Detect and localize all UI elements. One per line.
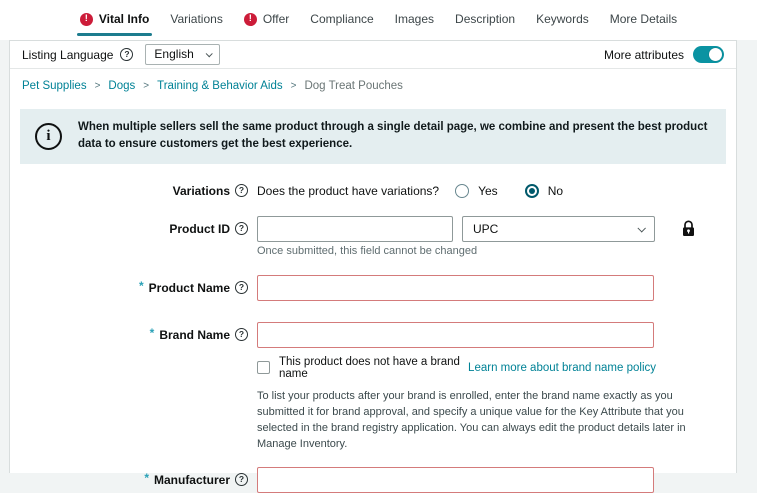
breadcrumb-link[interactable]: Pet Supplies bbox=[22, 80, 87, 92]
variations-row bbox=[10, 182, 736, 200]
product-name-row bbox=[10, 275, 736, 301]
help-icon[interactable]: ? bbox=[235, 328, 248, 341]
brand-name-input[interactable] bbox=[257, 322, 654, 348]
tab-variations[interactable] bbox=[169, 4, 223, 34]
product-id-label: Product ID bbox=[169, 221, 230, 236]
radio-no-label[interactable]: No bbox=[547, 183, 564, 198]
tab-more-details[interactable] bbox=[609, 4, 678, 34]
tab-label: More Details bbox=[609, 12, 678, 26]
product-id-row bbox=[10, 216, 736, 257]
language-select[interactable] bbox=[145, 44, 219, 65]
tab-keywords[interactable] bbox=[535, 4, 590, 34]
toggle-knob bbox=[709, 48, 722, 61]
info-banner bbox=[20, 109, 726, 164]
breadcrumb-current: Dog Treat Pouches bbox=[304, 80, 403, 92]
variations-yes-option[interactable] bbox=[455, 184, 498, 198]
variations-label: Variations bbox=[172, 183, 230, 198]
breadcrumb-separator: > bbox=[94, 80, 101, 91]
no-brand-checkbox-label[interactable]: This product does not have a brand name bbox=[279, 355, 460, 380]
help-icon[interactable]: ? bbox=[235, 222, 248, 235]
manufacturer-label: Manufacturer bbox=[153, 472, 230, 487]
product-id-type-value: UPC bbox=[473, 221, 499, 236]
chevron-down-icon bbox=[205, 50, 212, 57]
product-id-label-cell bbox=[10, 216, 257, 242]
manufacturer-row bbox=[10, 467, 736, 493]
manufacturer-label-cell bbox=[10, 467, 257, 493]
breadcrumb-link[interactable]: Training & Behavior Aids bbox=[157, 80, 283, 92]
breadcrumb bbox=[10, 69, 736, 104]
more-attributes bbox=[604, 46, 724, 63]
no-brand-checkbox[interactable] bbox=[257, 361, 270, 374]
variations-no-option[interactable] bbox=[525, 184, 563, 198]
manufacturer-input[interactable] bbox=[257, 467, 654, 493]
brand-name-label: Brand Name bbox=[159, 327, 230, 342]
tab-label: Vital Info bbox=[98, 12, 150, 26]
listing-language-label: Listing Language bbox=[22, 47, 114, 62]
help-icon[interactable]: ? bbox=[235, 281, 248, 294]
tab-label: Description bbox=[455, 12, 516, 26]
lock-icon bbox=[681, 220, 696, 237]
tab-label: Offer bbox=[262, 12, 290, 26]
radio-yes[interactable] bbox=[455, 184, 469, 198]
error-icon: ! bbox=[80, 13, 93, 26]
brand-name-note: To list your products after your brand is enrolled, enter the brand name exactly as you submitted it for brand approval, and specify a unique value for the Key Attribute that you selected in the brand registry application. You can always edit the product details later in Manage Inventory. bbox=[257, 389, 686, 451]
breadcrumb-link[interactable]: Dogs bbox=[108, 80, 136, 92]
brand-name-row bbox=[10, 322, 736, 453]
tab-label: Variations bbox=[170, 12, 223, 26]
tab-bar bbox=[0, 0, 757, 40]
tab-vital-info[interactable] bbox=[79, 4, 150, 34]
tab-description[interactable] bbox=[454, 4, 516, 34]
product-name-label: Product Name bbox=[148, 280, 230, 295]
brand-policy-link[interactable]: Learn more about brand name policy bbox=[468, 361, 656, 374]
breadcrumb-separator: > bbox=[290, 80, 297, 91]
help-icon[interactable]: ? bbox=[235, 184, 248, 197]
radio-yes-label[interactable]: Yes bbox=[478, 183, 498, 198]
required-marker: * bbox=[149, 325, 155, 340]
help-icon[interactable]: ? bbox=[235, 473, 248, 486]
language-value: English bbox=[154, 47, 194, 61]
help-icon[interactable]: ? bbox=[120, 48, 133, 61]
product-id-type-select[interactable] bbox=[462, 216, 655, 242]
chevron-down-icon bbox=[637, 224, 645, 232]
no-brand-row bbox=[257, 356, 656, 380]
tab-label: Keywords bbox=[536, 12, 589, 26]
tab-label: Compliance bbox=[310, 12, 374, 26]
product-id-helper: Once submitted, this field cannot be changed bbox=[257, 244, 478, 257]
info-banner-text: When multiple sellers sell the same product through a single detail page, we combine and present the best product data to ensure customers get the best experience. bbox=[78, 121, 708, 151]
product-name-input[interactable] bbox=[257, 275, 654, 301]
form bbox=[10, 164, 736, 493]
info-icon: i bbox=[35, 123, 62, 150]
product-name-label-cell bbox=[10, 275, 257, 301]
more-attributes-toggle[interactable] bbox=[693, 46, 724, 63]
product-id-input[interactable] bbox=[257, 216, 453, 242]
required-marker: * bbox=[138, 278, 144, 293]
tab-images[interactable] bbox=[394, 4, 435, 34]
breadcrumb-separator: > bbox=[143, 80, 150, 91]
toolbar bbox=[10, 41, 736, 69]
variations-label-cell bbox=[10, 182, 257, 200]
radio-no[interactable] bbox=[525, 184, 539, 198]
tab-compliance[interactable] bbox=[309, 4, 374, 34]
listing-form-card bbox=[9, 40, 737, 487]
tab-offer[interactable] bbox=[243, 4, 290, 34]
required-marker: * bbox=[144, 470, 149, 485]
error-icon: ! bbox=[244, 13, 257, 26]
brand-name-label-cell bbox=[10, 322, 257, 348]
variations-question: Does the product have variations? bbox=[257, 183, 440, 198]
tab-label: Images bbox=[394, 12, 435, 26]
more-attributes-label: More attributes bbox=[603, 47, 684, 62]
